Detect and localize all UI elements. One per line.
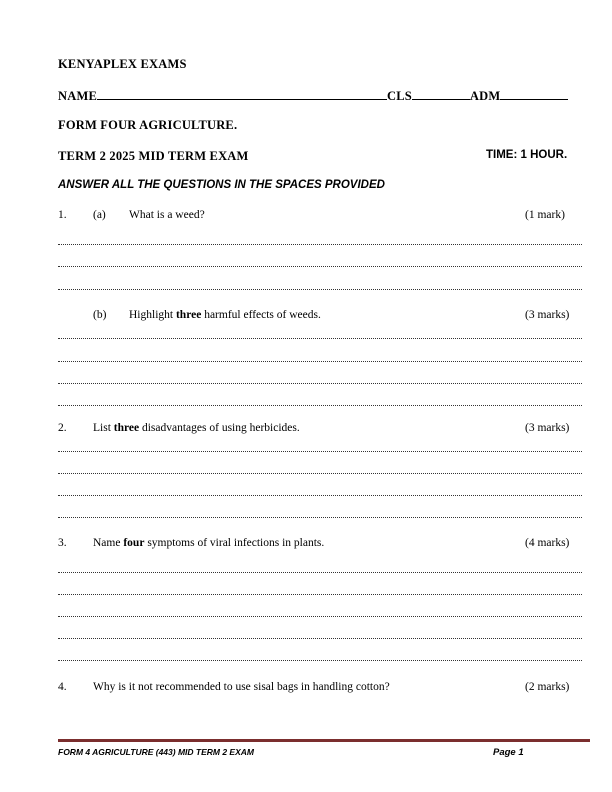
question-marks: (3 marks) (525, 309, 570, 321)
answer-line[interactable] (58, 495, 582, 496)
footer-course: FORM 4 AGRICULTURE (443) MID TERM 2 EXAM (58, 747, 254, 757)
answer-line[interactable] (58, 289, 582, 290)
emphasis-word: three (113, 422, 140, 434)
answer-line[interactable] (58, 451, 582, 452)
time-allowed: TIME: 1 HOUR. (486, 149, 568, 161)
answer-line[interactable] (58, 517, 582, 518)
question-text: What is a weed? (129, 209, 205, 221)
question-part-label: (b) (93, 309, 107, 321)
emphasis-word: three (175, 309, 202, 321)
question-number: 4. (58, 681, 67, 693)
exam-title: TERM 2 2025 MID TERM EXAM (58, 149, 249, 163)
cls-label: CLS (387, 89, 412, 103)
adm-field[interactable] (500, 88, 568, 100)
answer-line[interactable] (58, 473, 582, 474)
question-part-label: (a) (93, 209, 106, 221)
question-marks: (3 marks) (525, 422, 570, 434)
page-number: Page 1 (493, 747, 524, 758)
question-text: List three disadvantages of using herbicides. (93, 422, 300, 434)
answer-line[interactable] (58, 572, 582, 573)
footer-rule (58, 739, 590, 742)
answer-line[interactable] (58, 638, 582, 639)
question-text: Why is it not recommended to use sisal bags in handling cotton? (93, 681, 390, 693)
answer-line[interactable] (58, 616, 582, 617)
answer-line[interactable] (58, 361, 582, 362)
question-number: 1. (58, 209, 67, 221)
question-text: Highlight three harmful effects of weeds. (129, 309, 321, 321)
answer-line[interactable] (58, 383, 582, 384)
question-text: Name four symptoms of viral infections in plants. (93, 537, 325, 549)
question-number: 2. (58, 422, 67, 434)
exam-body-title: KENYAPLEX EXAMS (58, 57, 187, 71)
question-marks: (1 mark) (525, 209, 565, 221)
name-label: NAME (58, 89, 97, 103)
emphasis-word: four (123, 537, 145, 549)
student-details-line (58, 88, 583, 104)
question-number: 3. (58, 537, 67, 549)
answer-line[interactable] (58, 266, 582, 267)
answer-line[interactable] (58, 405, 582, 406)
answer-line[interactable] (58, 244, 582, 245)
adm-label: ADM (469, 89, 501, 103)
subject-title: FORM FOUR AGRICULTURE. (58, 118, 238, 132)
instructions: ANSWER ALL THE QUESTIONS IN THE SPACES PROVIDED (58, 179, 385, 191)
name-field[interactable] (97, 88, 387, 100)
question-marks: (2 marks) (525, 681, 570, 693)
cls-field[interactable] (412, 88, 470, 100)
answer-line[interactable] (58, 338, 582, 339)
answer-line[interactable] (58, 594, 582, 595)
question-marks: (4 marks) (525, 537, 570, 549)
answer-line[interactable] (58, 660, 582, 661)
